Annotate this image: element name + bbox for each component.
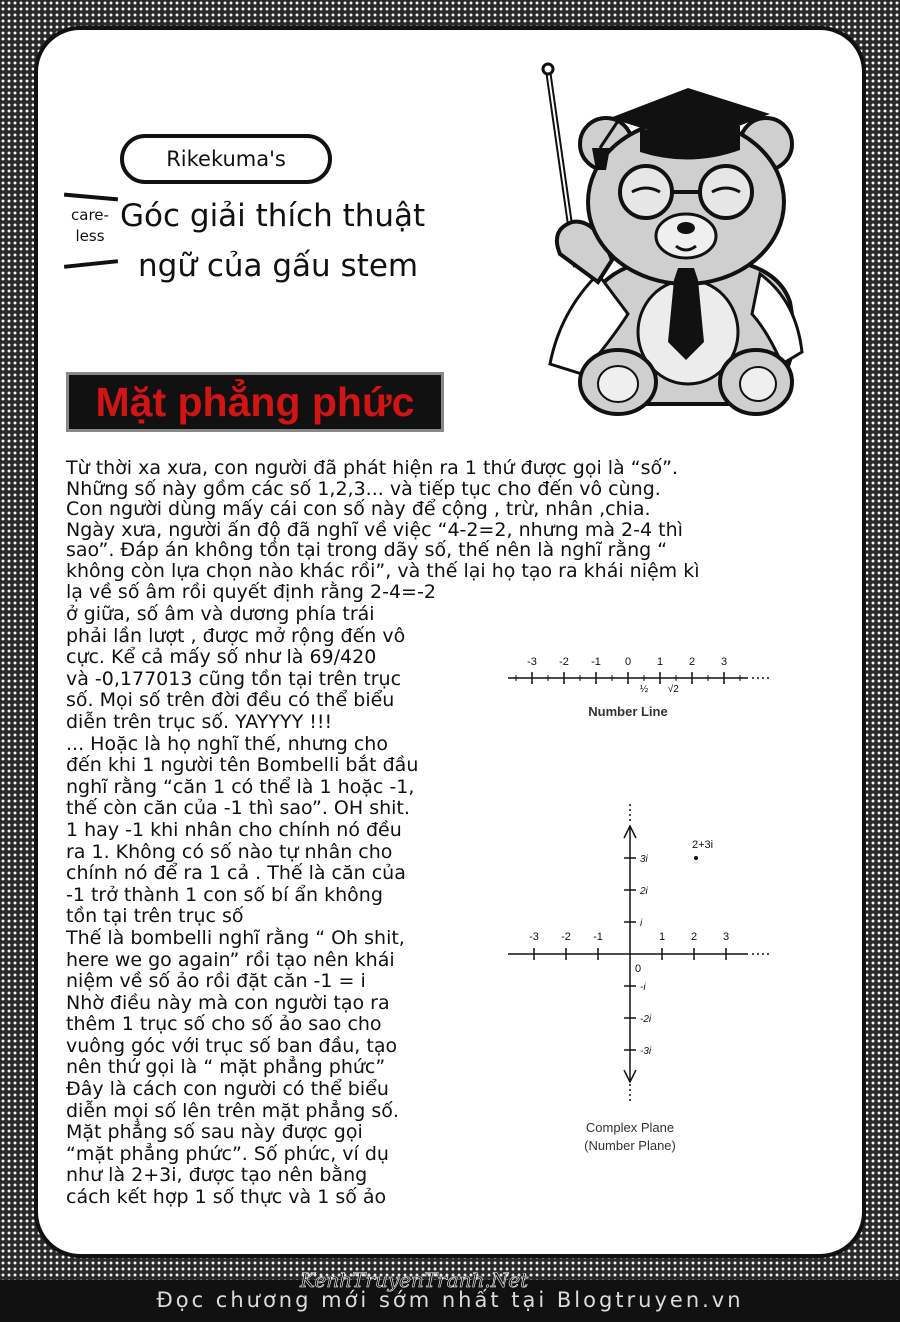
body-line: niệm về số ảo rồi đặt căn -1 = i xyxy=(66,970,366,993)
number-line-tick-label: 2 xyxy=(688,656,696,668)
body-line: diễn mọi số lên trên mặt phẳng số. xyxy=(66,1099,399,1122)
intro-line: Những số này gồm các số 1,2,3... và tiếp tục cho đến vô cùng. xyxy=(66,477,661,500)
imaginary-axis-tick-label: -i xyxy=(640,982,646,993)
body-line: Mặt phẳng số sau này được gọi xyxy=(66,1121,363,1144)
number-line-caption: Number Line xyxy=(588,704,668,719)
real-axis-tick-label: 1 xyxy=(658,931,666,943)
footer-text: Đọc chương mới sớm nhất tại Blogtruyen.vn xyxy=(156,1288,744,1312)
number-line-mark-label: √2 xyxy=(667,684,679,695)
real-axis-tick-label: -3 xyxy=(529,931,539,943)
intro-paragraph xyxy=(66,458,806,602)
body-line: và -0,177013 cũng tồn tại trên trục xyxy=(66,667,402,690)
number-line-tick-label: -1 xyxy=(591,656,601,668)
complex-plane-diagram xyxy=(500,796,790,1160)
topic-banner xyxy=(66,372,444,432)
body-line: nghĩ rằng “căn 1 có thể là 1 hoặc -1, xyxy=(66,775,415,798)
number-line-tick-label: -3 xyxy=(527,656,537,668)
number-line-tick-label: 3 xyxy=(720,656,728,668)
origin-label: 0 xyxy=(634,963,642,975)
intro-line: không còn lựa chọn nào khác rồi”, và thế lại họ tạo ra khái niệm kì xyxy=(66,559,700,582)
body-line: ... Hoặc là họ nghĩ thế, nhưng cho xyxy=(66,732,388,755)
body-line: ra 1. Không có số nào tự nhân cho xyxy=(66,840,393,863)
body-line: 1 hay -1 khi nhân cho chính nó đều xyxy=(66,818,402,841)
brand-badge xyxy=(120,134,332,184)
real-axis-tick-label: 3 xyxy=(722,931,730,943)
imaginary-axis-tick-label: 2i xyxy=(640,886,648,897)
careless-label xyxy=(66,205,114,247)
body-line: nên thứ gọi là “ mặt phẳng phức” xyxy=(66,1056,386,1079)
complex-point-marker xyxy=(694,856,698,860)
intro-line: Ngày xưa, người ấn độ đã nghĩ về việc “4-2=2, nhưng mà 2-4 thì xyxy=(66,518,683,541)
body-line: here we go again” rồi tạo nên khái xyxy=(66,948,395,971)
bear-nose xyxy=(677,222,695,234)
body-paragraph xyxy=(66,604,496,1209)
pointer-tip xyxy=(543,64,553,74)
intro-line: sao”. Đáp án không tồn tại trong dãy số, thế nên là nghĩ rằng “ xyxy=(66,539,668,562)
number-line-tick-label: -2 xyxy=(559,656,569,668)
body-line: phải lần lượt , được mở rộng đến vô xyxy=(66,624,406,647)
body-line: cực. Kể cả mấy số như là 69/420 xyxy=(66,646,377,669)
imaginary-axis-tick-label: 3i xyxy=(640,854,648,865)
glasses-left xyxy=(620,166,672,218)
complex-point-label: 2+3i xyxy=(692,839,714,851)
watermark-logo: KenhTruyenTranh.Net xyxy=(300,1268,529,1292)
body-line: đến khi 1 người tên Bombelli bắt đầu xyxy=(66,754,419,777)
intro-line: lạ về số âm rồi quyết định rằng 2-4=-2 xyxy=(66,580,436,603)
number-line-tick-label: 1 xyxy=(656,656,664,668)
body-line: -1 trở thành 1 con số bí ẩn không xyxy=(66,883,383,906)
real-axis-tick-label: -1 xyxy=(593,931,603,943)
imaginary-axis-tick-label: -2i xyxy=(640,1014,652,1025)
glasses-right xyxy=(700,166,752,218)
topic-title: Mặt phẳng phức xyxy=(95,378,415,425)
brand-label: Rikekuma's xyxy=(166,147,286,171)
body-line: thế còn căn của -1 thì sao”. OH shit. xyxy=(66,797,410,820)
body-line: vuông góc với trục số ban đầu, tạo xyxy=(66,1034,398,1057)
complex-plane-caption-sub: (Number Plane) xyxy=(584,1138,676,1153)
bear-professor-illustration xyxy=(520,52,810,422)
body-line: thêm 1 trục số cho số ảo sao cho xyxy=(66,1013,382,1036)
body-line: như là 2+3i, được tạo nên bằng xyxy=(66,1164,368,1187)
body-line: cách kết hợp 1 số thực và 1 số ảo xyxy=(66,1186,387,1209)
intro-line: Con người dùng mấy cái con số này để cộng , trừ, nhân ,chia. xyxy=(66,498,651,521)
body-line: Đây là cách con người có thể biểu xyxy=(66,1078,389,1101)
body-line: Nhờ điều này mà con người tạo ra xyxy=(66,991,390,1014)
careless-bottom: less xyxy=(75,227,105,245)
body-line: “mặt phẳng phức”. Số phức, ví dụ xyxy=(66,1142,389,1165)
number-line-tick-label: 0 xyxy=(624,656,632,668)
real-axis-tick-label: 2 xyxy=(690,931,698,943)
page-title-line1: Góc giải thích thuật xyxy=(120,198,426,234)
body-line: số. Mọi số trên đời đều có thể biểu xyxy=(66,689,395,712)
number-line-diagram xyxy=(500,640,790,730)
imaginary-axis-tick-label: i xyxy=(640,918,643,929)
page-title-line2: ngữ của gấu stem xyxy=(138,248,419,284)
number-line-mark-label: ½ xyxy=(639,684,649,695)
body-line: tồn tại trên trục số xyxy=(66,905,244,928)
careless-top: care- xyxy=(71,206,109,224)
imaginary-axis-tick-label: -3i xyxy=(640,1046,652,1057)
body-line: diễn trên trục số. YAYYYY !!! xyxy=(66,710,333,733)
body-line: chính nó để ra 1 cả . Thế là căn của xyxy=(66,862,406,885)
intro-line: Từ thời xa xưa, con người đã phát hiện ra 1 thứ được gọi là “số”. xyxy=(66,457,678,479)
body-line: Thế là bombelli nghĩ rằng “ Oh shit, xyxy=(66,926,405,949)
real-axis-tick-label: -2 xyxy=(561,931,571,943)
complex-plane-caption: Complex Plane xyxy=(585,1120,675,1135)
body-line: ở giữa, số âm và dương phía trái xyxy=(66,603,375,625)
